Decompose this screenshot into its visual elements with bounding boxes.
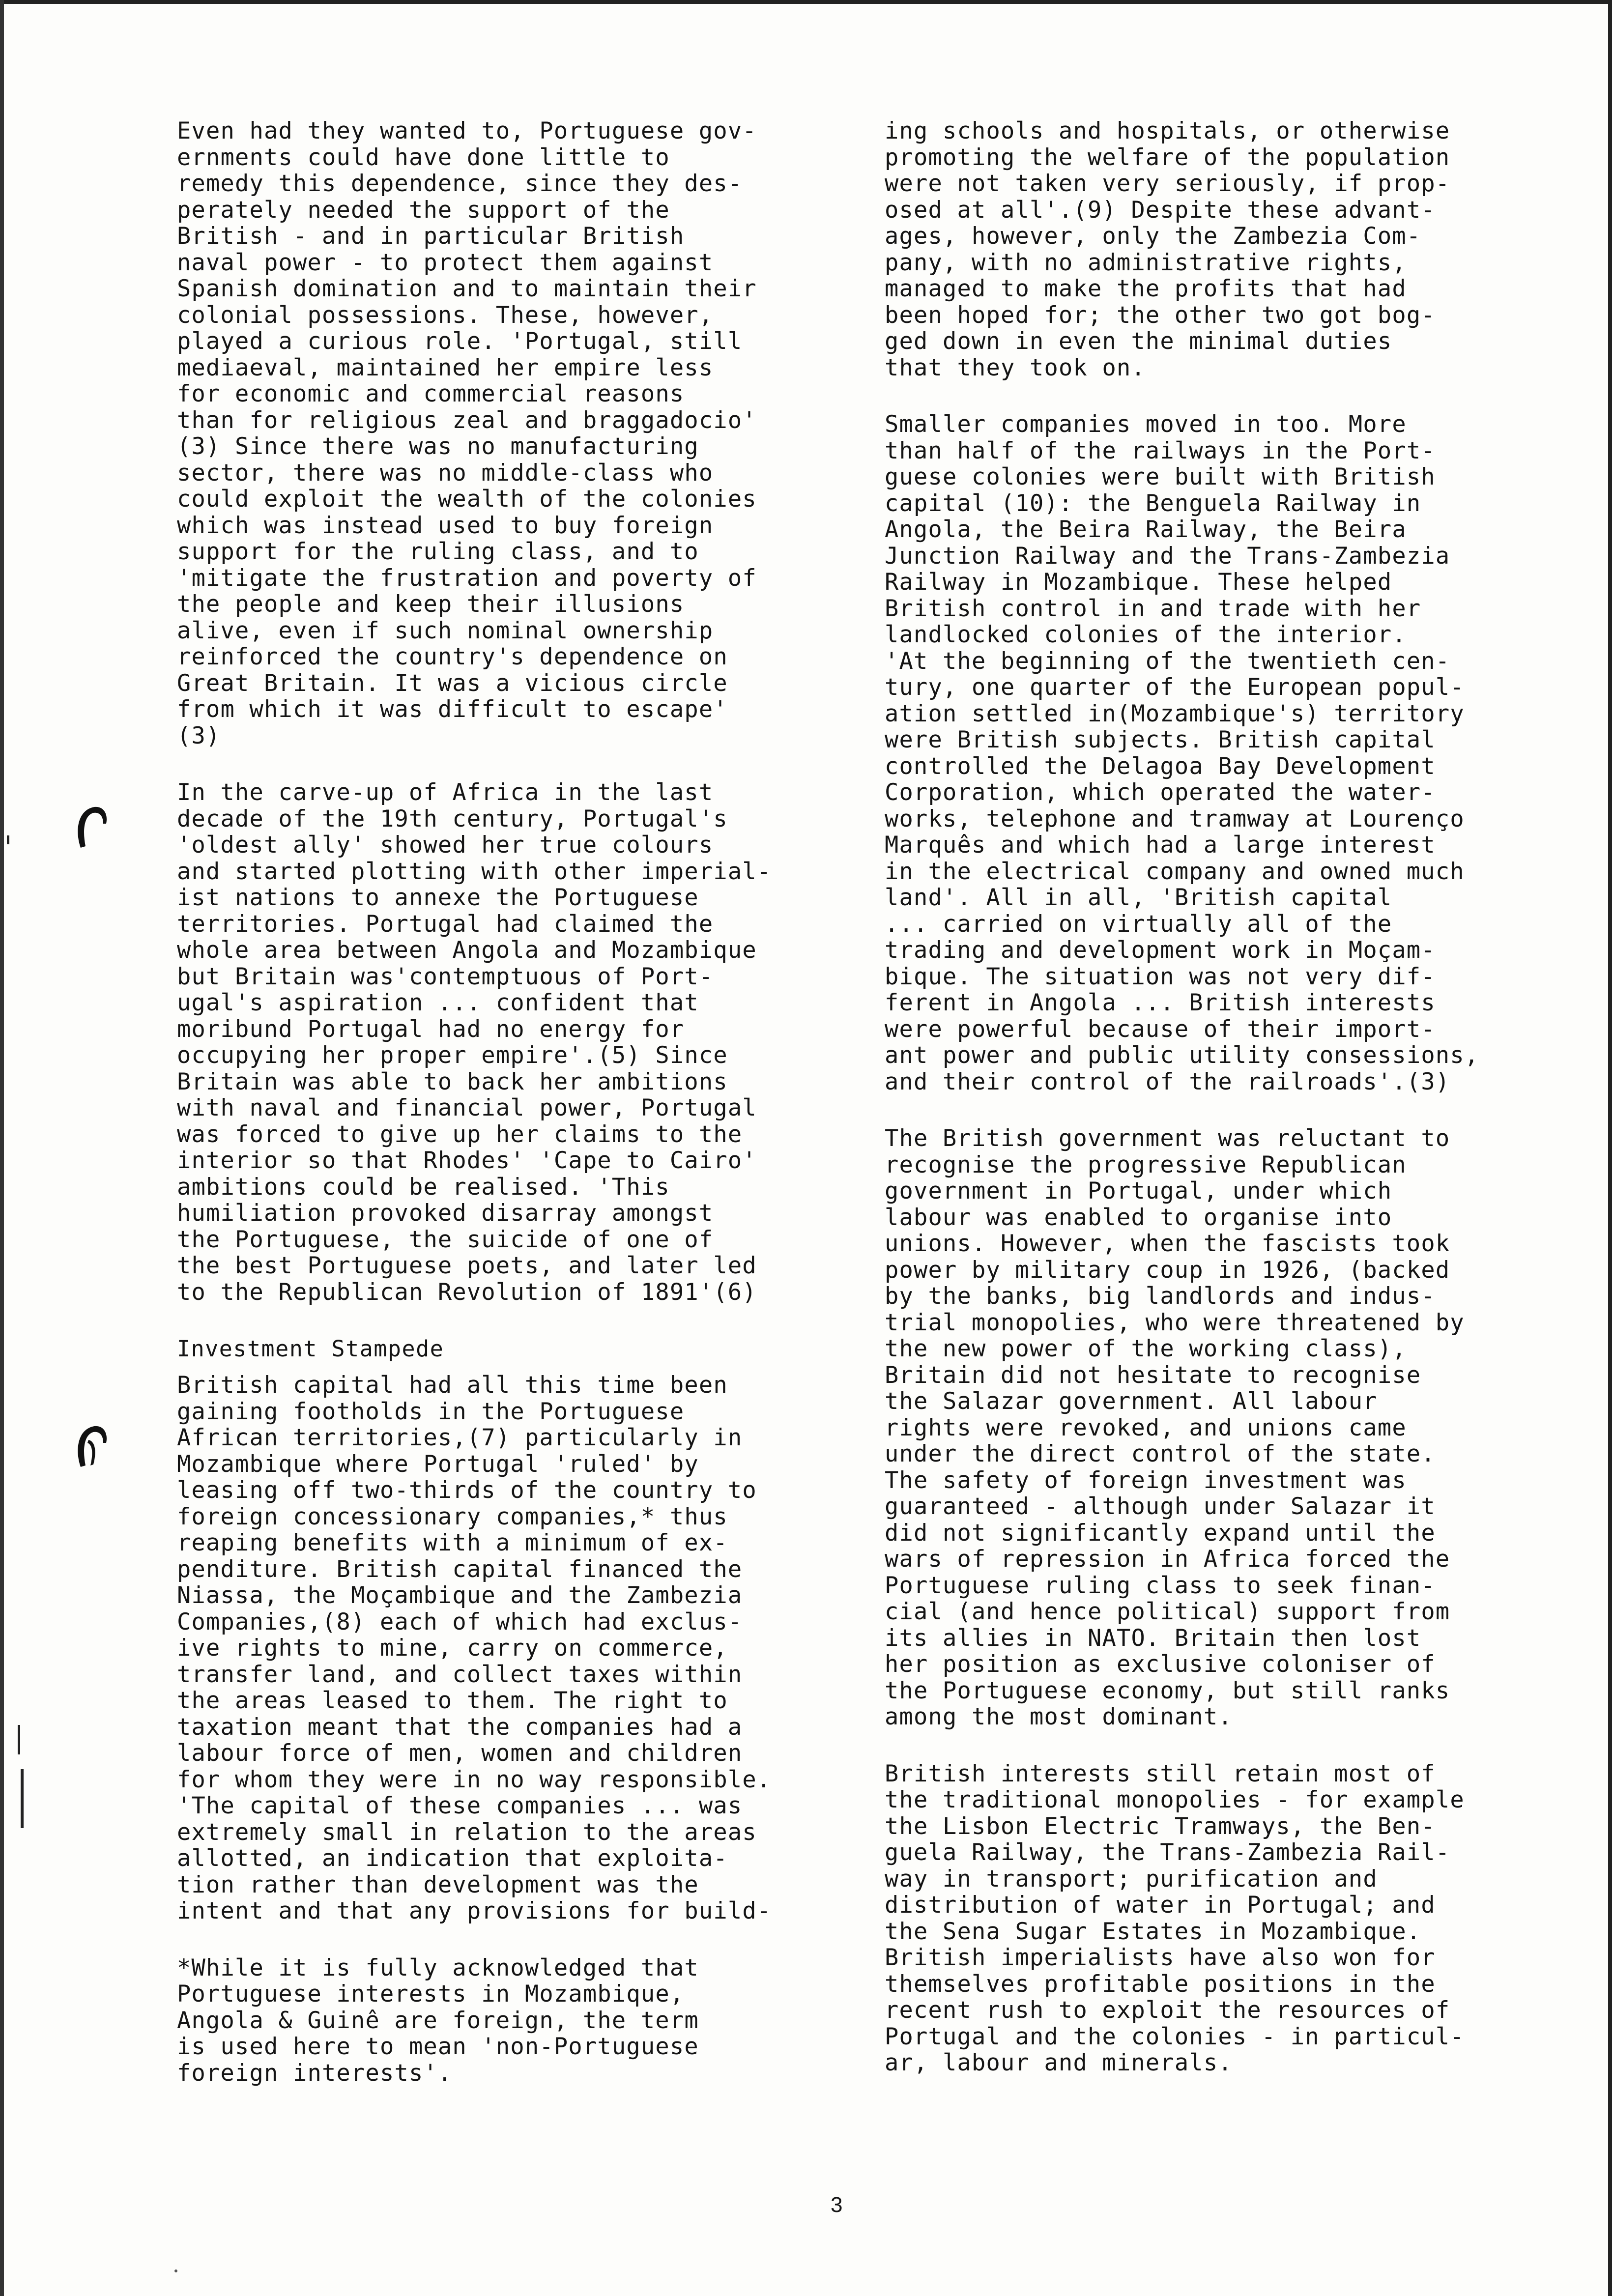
binder-hole-mark — [74, 1420, 109, 1479]
body-paragraph: British interests still retain most of the traditional monopolies - for example the Lisbon Electric Tramways, the Ben- guela Railway, the Trans-Zambezia Rail- way in transport; purification and distribution of water in Portugal; and the Sena Sugar Estates in Mozambique. British imperialists have also won for themselves profitable positions in the recent rush to exploit the resources of Portugal and the colonies - in particul- ar, labour and minerals. — [885, 1760, 1465, 2076]
body-paragraph: In the carve-up of Africa in the last decade of the 19th century, Portugal's 'oldest ally' showed her true colours and started plotting with other imperial- ist nations to annexe the Portuguese territories. Portugal had claimed the whole area between Angola and Mozambique but Britain was'contemptuous of Port- ugal's aspiration ... confident that moribund Portugal had no energy for occupying her proper empire'.(5) Since Britain was able to back her ambitions with naval and financial power, Portugal was forced to give up her claims to the interior so that Rhodes' 'Cape to Cairo' ambitions could be realised. 'This humiliation provoked disarray amongst the Portuguese, the suicide of one of the best Portuguese poets, and later led to the Republican Revolution of 1891'(6) — [177, 779, 772, 1306]
body-paragraph: British capital had all this time been gaining footholds in the Portuguese African territories,(7) particularly in Mozambique where Portugal 'ruled' by leasing off two-thirds of the country to foreign concessionary companies,* thus reaping benefits with a minimum of ex- penditure. British capital financed the Niassa, the Moçambique and the Zambezia Companies,(8) each of which had exclus- ive rights to mine, carry on commerce, transfer land, and collect taxes within the areas leased to them. The right to taxation meant that the companies had a labour force of men, women and children for whom they were in no way responsible. 'The capital of these companies ... was extremely small in relation to the areas allotted, an indication that exploita- tion rather than development was the intent and that any provisions for build- — [177, 1372, 772, 1924]
left-column — [177, 118, 826, 2117]
body-paragraph: The British government was reluctant to recognise the progressive Republican government in Portugal, under which labour was enabled to organise into unions. However, when the fascists took power by military coup in 1926, (backed by the banks, big landlords and indus- trial monopolies, who were threatened by the new power of the working class), Britain did not hesitate to recognise the Salazar government. All labour rights were revoked, and unions came under the direct control of the state. The safety of foreign investment was guaranteed - although under Salazar it did not significantly expand until the wars of repression in Africa forced the Portuguese ruling class to seek finan- cial (and hence political) support from its allies in NATO. Britain then lost her position as exclusive coloniser of the Portuguese economy, but still ranks among the most dominant. — [885, 1125, 1465, 1730]
page-number: 3 — [831, 2193, 843, 2217]
page-border-top — [0, 0, 1612, 4]
page-border-left — [0, 0, 4, 2296]
page-border-right — [1608, 0, 1612, 2296]
scan-mark — [21, 1769, 24, 1828]
body-paragraph: Even had they wanted to, Portuguese gov- ernments could have done little to remedy this dependence, since they des- perately needed the support of the British - and in particular British naval power - to protect them against Spanish domination and to maintain their colonial possessions. These, however, played a curious role. 'Portugal, still mediaeval, maintained her empire less for economic and commercial reasons than for religious zeal and braggadocio' (3) Since there was no manufacturing sector, there was no middle-class who could exploit the wealth of the colonies which was instead used to buy foreign support for the ruling class, and to 'mitigate the frustration and poverty of the people and keep their illusions alive, even if such nominal ownership reinforced the country's dependence on Great Britain. It was a vicious circle from which it was difficult to escape' (3) — [177, 117, 757, 749]
scan-mark — [174, 2269, 177, 2272]
right-column — [885, 118, 1533, 2107]
scan-mark — [18, 1725, 20, 1754]
binder-hole-mark — [74, 801, 109, 860]
body-paragraph: ing schools and hospitals, or otherwise promoting the welfare of the population were not taken very seriously, if prop- osed at all'.(9) Despite these advant- ages, however, only the Zambezia Com- pany, with no administrative rights, managed to make the profits that had been hoped for; the other two got bog- ged down in even the minimal duties that they took on. — [885, 117, 1450, 381]
footnote: *While it is fully acknowledged that Portuguese interests in Mozambique, Angola & Guinê are foreign, the term is used here to mean 'non-Portuguese foreign interests'. — [177, 1954, 699, 2087]
body-paragraph: Smaller companies moved in too. More than half of the railways in the Port- guese colonies were built with British capital (10): the Benguela Railway in Angola, the Beira Railway, the Beira Junction Railway and the Trans-Zambezia Railway in Mozambique. These helped British control in and trade with her landlocked colonies of the interior. 'At the beginning of the twentieth cen- tury, one quarter of the European popul- ation settled in(Mozambique's) territory were British subjects. British capital controlled the Delagoa Bay Development Corporation, which operated the water- works, telephone and tramway at Lourenço Marquês and which had a large interest in the electrical company and owned much land'. All in all, 'British capital ... carried on virtually all of the trading and development work in Moçam- bique. The situation was not very dif- ferent in Angola ... British interests were powerful because of their import- ant power and public utility consessions, and their control of the railroads'.(3) — [885, 411, 1479, 1095]
section-subheading: Investment Stampede — [177, 1336, 444, 1362]
scan-mark — [7, 835, 9, 844]
